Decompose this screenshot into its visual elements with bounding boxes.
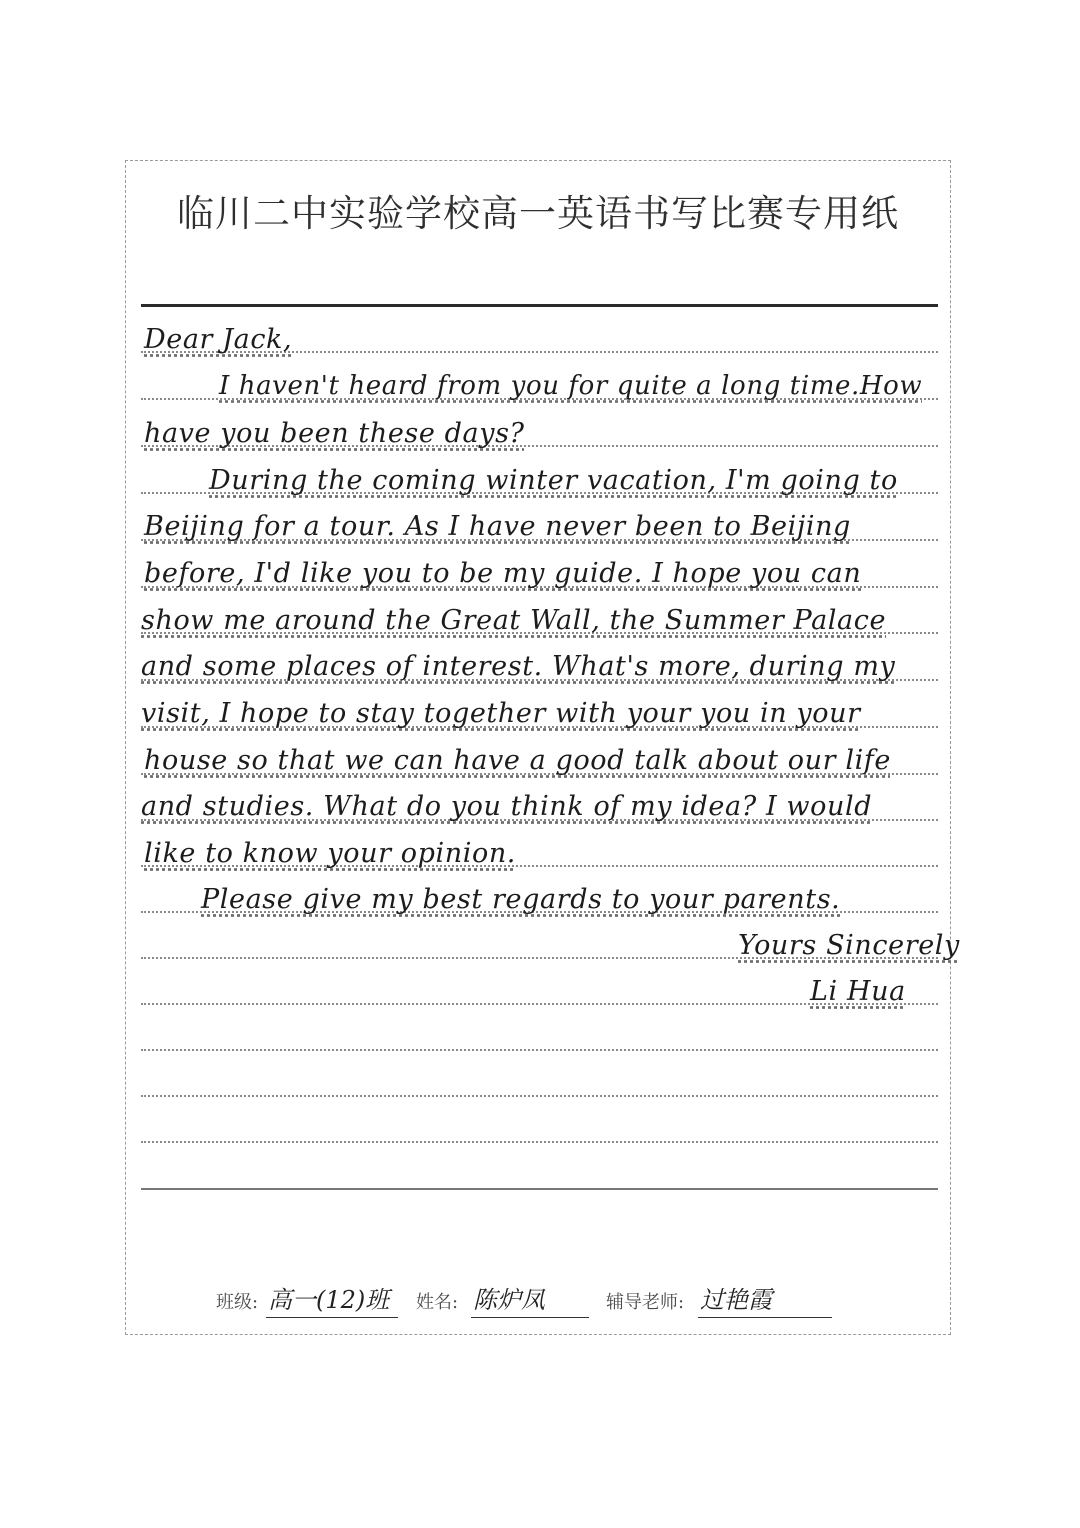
letter-line: have you been these days? [144, 418, 525, 449]
letter-line: house so that we can have a good talk about our life [144, 745, 891, 776]
title-divider [141, 304, 938, 307]
ruled-line [141, 1141, 938, 1143]
letter-line: I haven't heard from you for quite a long time.How [219, 371, 923, 401]
class-label: 班级: [216, 1292, 259, 1313]
letter-closing: Yours Sincerely [738, 930, 960, 961]
teacher-value: 过艳霞 [698, 1280, 832, 1318]
letter-line: and some places of interest. What's more, during my [141, 651, 896, 682]
page-title: 临川二中实验学校高一英语书写比赛专用纸 [177, 192, 899, 235]
letter-signature: Li Hua [810, 976, 906, 1007]
teacher-label: 辅导老师: [606, 1292, 685, 1313]
writing-paper [125, 160, 960, 1335]
name-label: 姓名: [416, 1292, 459, 1313]
letter-line: Please give my best regards to your parents. [201, 884, 841, 915]
ruled-line [141, 1049, 938, 1051]
letter-line: During the coming winter vacation, I'm going to [209, 465, 898, 496]
letter-line: Beijing for a tour. As I have never been to Beijing [144, 511, 851, 542]
name-value: 陈炉凤 [471, 1280, 589, 1318]
letter-line: visit, I hope to stay together with your you in your [141, 698, 861, 729]
footer-info [126, 1278, 950, 1318]
letter-line: like to know your opinion. [144, 838, 516, 869]
letter-line: before, I'd like you to be my guide. I hope you can [144, 558, 862, 589]
letter-line: show me around the Great Wall, the Summer Palace [141, 605, 887, 636]
letter-greeting: Dear Jack, [144, 324, 293, 355]
bottom-divider [141, 1188, 938, 1190]
class-value: 高一(12)班 [266, 1280, 398, 1318]
letter-line: and studies. What do you think of my idea? I would [141, 791, 873, 822]
ruled-line [141, 1095, 938, 1097]
